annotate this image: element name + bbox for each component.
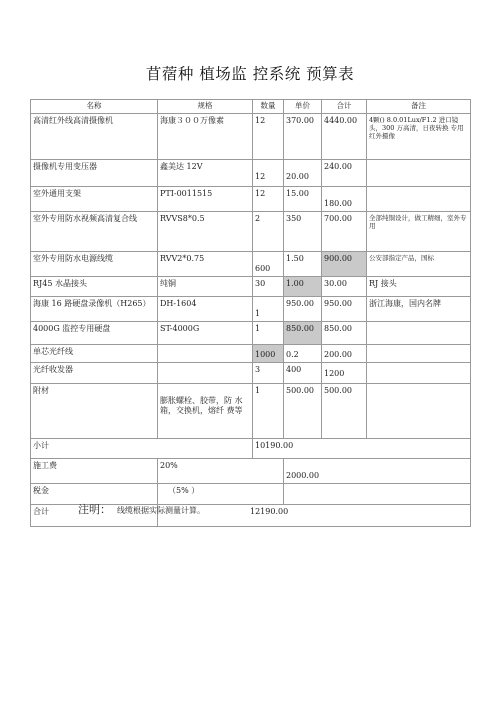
table-header-row: [31, 100, 471, 114]
cell-qty: 2: [253, 212, 284, 252]
cell-qty: 1: [253, 322, 284, 345]
cell-total: 4440.00: [322, 114, 367, 160]
cell-spec: [158, 363, 253, 384]
cell-spec: [158, 345, 253, 363]
remark-text: 线缆根据实际测量计算。: [117, 506, 205, 515]
cell-total: 30.00: [322, 277, 367, 297]
table-row: [31, 363, 471, 384]
cell-qty: 12: [253, 187, 284, 212]
subtotal-label: 小计: [31, 439, 253, 459]
install-fee-value: 2000.00: [284, 459, 471, 484]
tax-label: 税金: [31, 484, 158, 505]
cell-name: 摄像机专用变压器: [31, 160, 158, 187]
cell-name: RJ45 水晶接头: [31, 277, 158, 297]
table-row: [31, 277, 471, 297]
cell-price: 20.00: [284, 160, 322, 187]
subtotal-row: [31, 439, 471, 459]
install-fee-label: 施工费: [31, 459, 158, 484]
cell-total: 500.00: [322, 384, 367, 439]
cell-name: 附材: [31, 384, 158, 439]
cell-price: 400: [284, 363, 322, 384]
cell-note: 4颗() 8.0.01Lux/F1.2 进口镜头，300 万高清，日夜转换 专用红外摄像: [367, 114, 471, 160]
table-row: [31, 212, 471, 252]
cell-qty: 30: [253, 277, 284, 297]
cell-spec: ST-4000G: [158, 322, 253, 345]
table-row: [31, 187, 471, 212]
cell-note: RJ 接头: [367, 277, 471, 297]
cell-qty: 12: [253, 160, 284, 187]
cell-name: 室外通用支架: [31, 187, 158, 212]
cell-note: 公安部指定产品，国标: [367, 252, 471, 277]
cell-total: 950.00: [322, 297, 367, 322]
page-title: 苜蓿种 植场监 控系统 预算表: [145, 65, 355, 83]
install-fee-rate: 20%: [158, 459, 284, 484]
tax-rate: （5% ）: [158, 484, 284, 505]
table-row: [31, 114, 471, 160]
cell-note: [367, 322, 471, 345]
cell-price: 850.00: [284, 322, 322, 345]
cell-price: 500.00: [284, 384, 322, 439]
table-row: [31, 345, 471, 363]
header-total: 合计: [322, 100, 367, 114]
header-spec: 规格: [158, 100, 253, 114]
table-row: [31, 297, 471, 322]
cell-name: 室外专用防水视频高清复合线: [31, 212, 158, 252]
cell-total: 200.00: [322, 345, 367, 363]
cell-total: 700.00: [322, 212, 367, 252]
cell-qty: 1000: [253, 345, 284, 363]
cell-qty: 3: [253, 363, 284, 384]
cell-total: 180.00: [322, 187, 367, 212]
cell-name: 单芯光纤线: [31, 345, 158, 363]
cell-name: 室外专用防水电源线缆: [31, 252, 158, 277]
cell-price: 370.00: [284, 114, 322, 160]
header-price: 单价: [284, 100, 322, 114]
cell-total: 1200: [322, 363, 367, 384]
cell-spec: 纯铜: [158, 277, 253, 297]
cell-note: [367, 160, 471, 187]
cell-price: 15.00: [284, 187, 322, 212]
cell-qty: 1: [253, 297, 284, 322]
table-row: [31, 160, 471, 187]
cell-note: [367, 187, 471, 212]
cell-price: 350: [284, 212, 322, 252]
cell-name: 高清红外线高清摄像机: [31, 114, 158, 160]
header-name: 名称: [31, 100, 158, 114]
cell-qty: 12: [253, 114, 284, 160]
cell-name: 海康 16 路硬盘录像机（H265）: [31, 297, 158, 322]
cell-qty: 600: [253, 252, 284, 277]
tax-value: [284, 484, 471, 505]
cell-note: 全部纯铜设计，做工精细，室外专用: [367, 212, 471, 252]
cell-name: 光纤收发器: [31, 363, 158, 384]
install-fee-row: [31, 459, 471, 484]
cell-spec: 膨胀螺栓、胶带，防 水箱，交换机，熔纤 费等: [158, 384, 253, 439]
table-row: [31, 252, 471, 277]
remark-label: 注明：: [78, 503, 111, 516]
cell-qty: 1: [253, 384, 284, 439]
cell-note: [367, 345, 471, 363]
cell-spec: DH-1604: [158, 297, 253, 322]
cell-name: 4000G 监控专用硬盘: [31, 322, 158, 345]
budget-table: [30, 99, 471, 527]
cell-price: 1.50: [284, 252, 322, 277]
cell-total: 240.00: [322, 160, 367, 187]
cell-spec: 海康３００万像素: [158, 114, 253, 160]
header-qty: 数量: [253, 100, 284, 114]
table-row: [31, 384, 471, 439]
header-note: 备注: [367, 100, 471, 114]
cell-spec: 鑫美达 12V: [158, 160, 253, 187]
cell-price: 950.00: [284, 297, 322, 322]
cell-note: [367, 363, 471, 384]
cell-note: 浙江海康，国内名牌: [367, 297, 471, 322]
cell-price: 0.2: [284, 345, 322, 363]
grand-total-value: 12190.00: [158, 505, 471, 527]
table-row: [31, 322, 471, 345]
cell-total: 900.00: [322, 252, 367, 277]
cell-spec: RVVS8*0.5: [158, 212, 253, 252]
cell-spec: RVV2*0.75: [158, 252, 253, 277]
cell-spec: PTI-0011515: [158, 187, 253, 212]
grand-total-label: 合计: [31, 505, 158, 527]
cell-total: 850.00: [322, 322, 367, 345]
cell-note: [367, 384, 471, 439]
subtotal-value: 10190.00: [253, 439, 471, 459]
cell-price: 1.00: [284, 277, 322, 297]
remark: [78, 501, 205, 517]
